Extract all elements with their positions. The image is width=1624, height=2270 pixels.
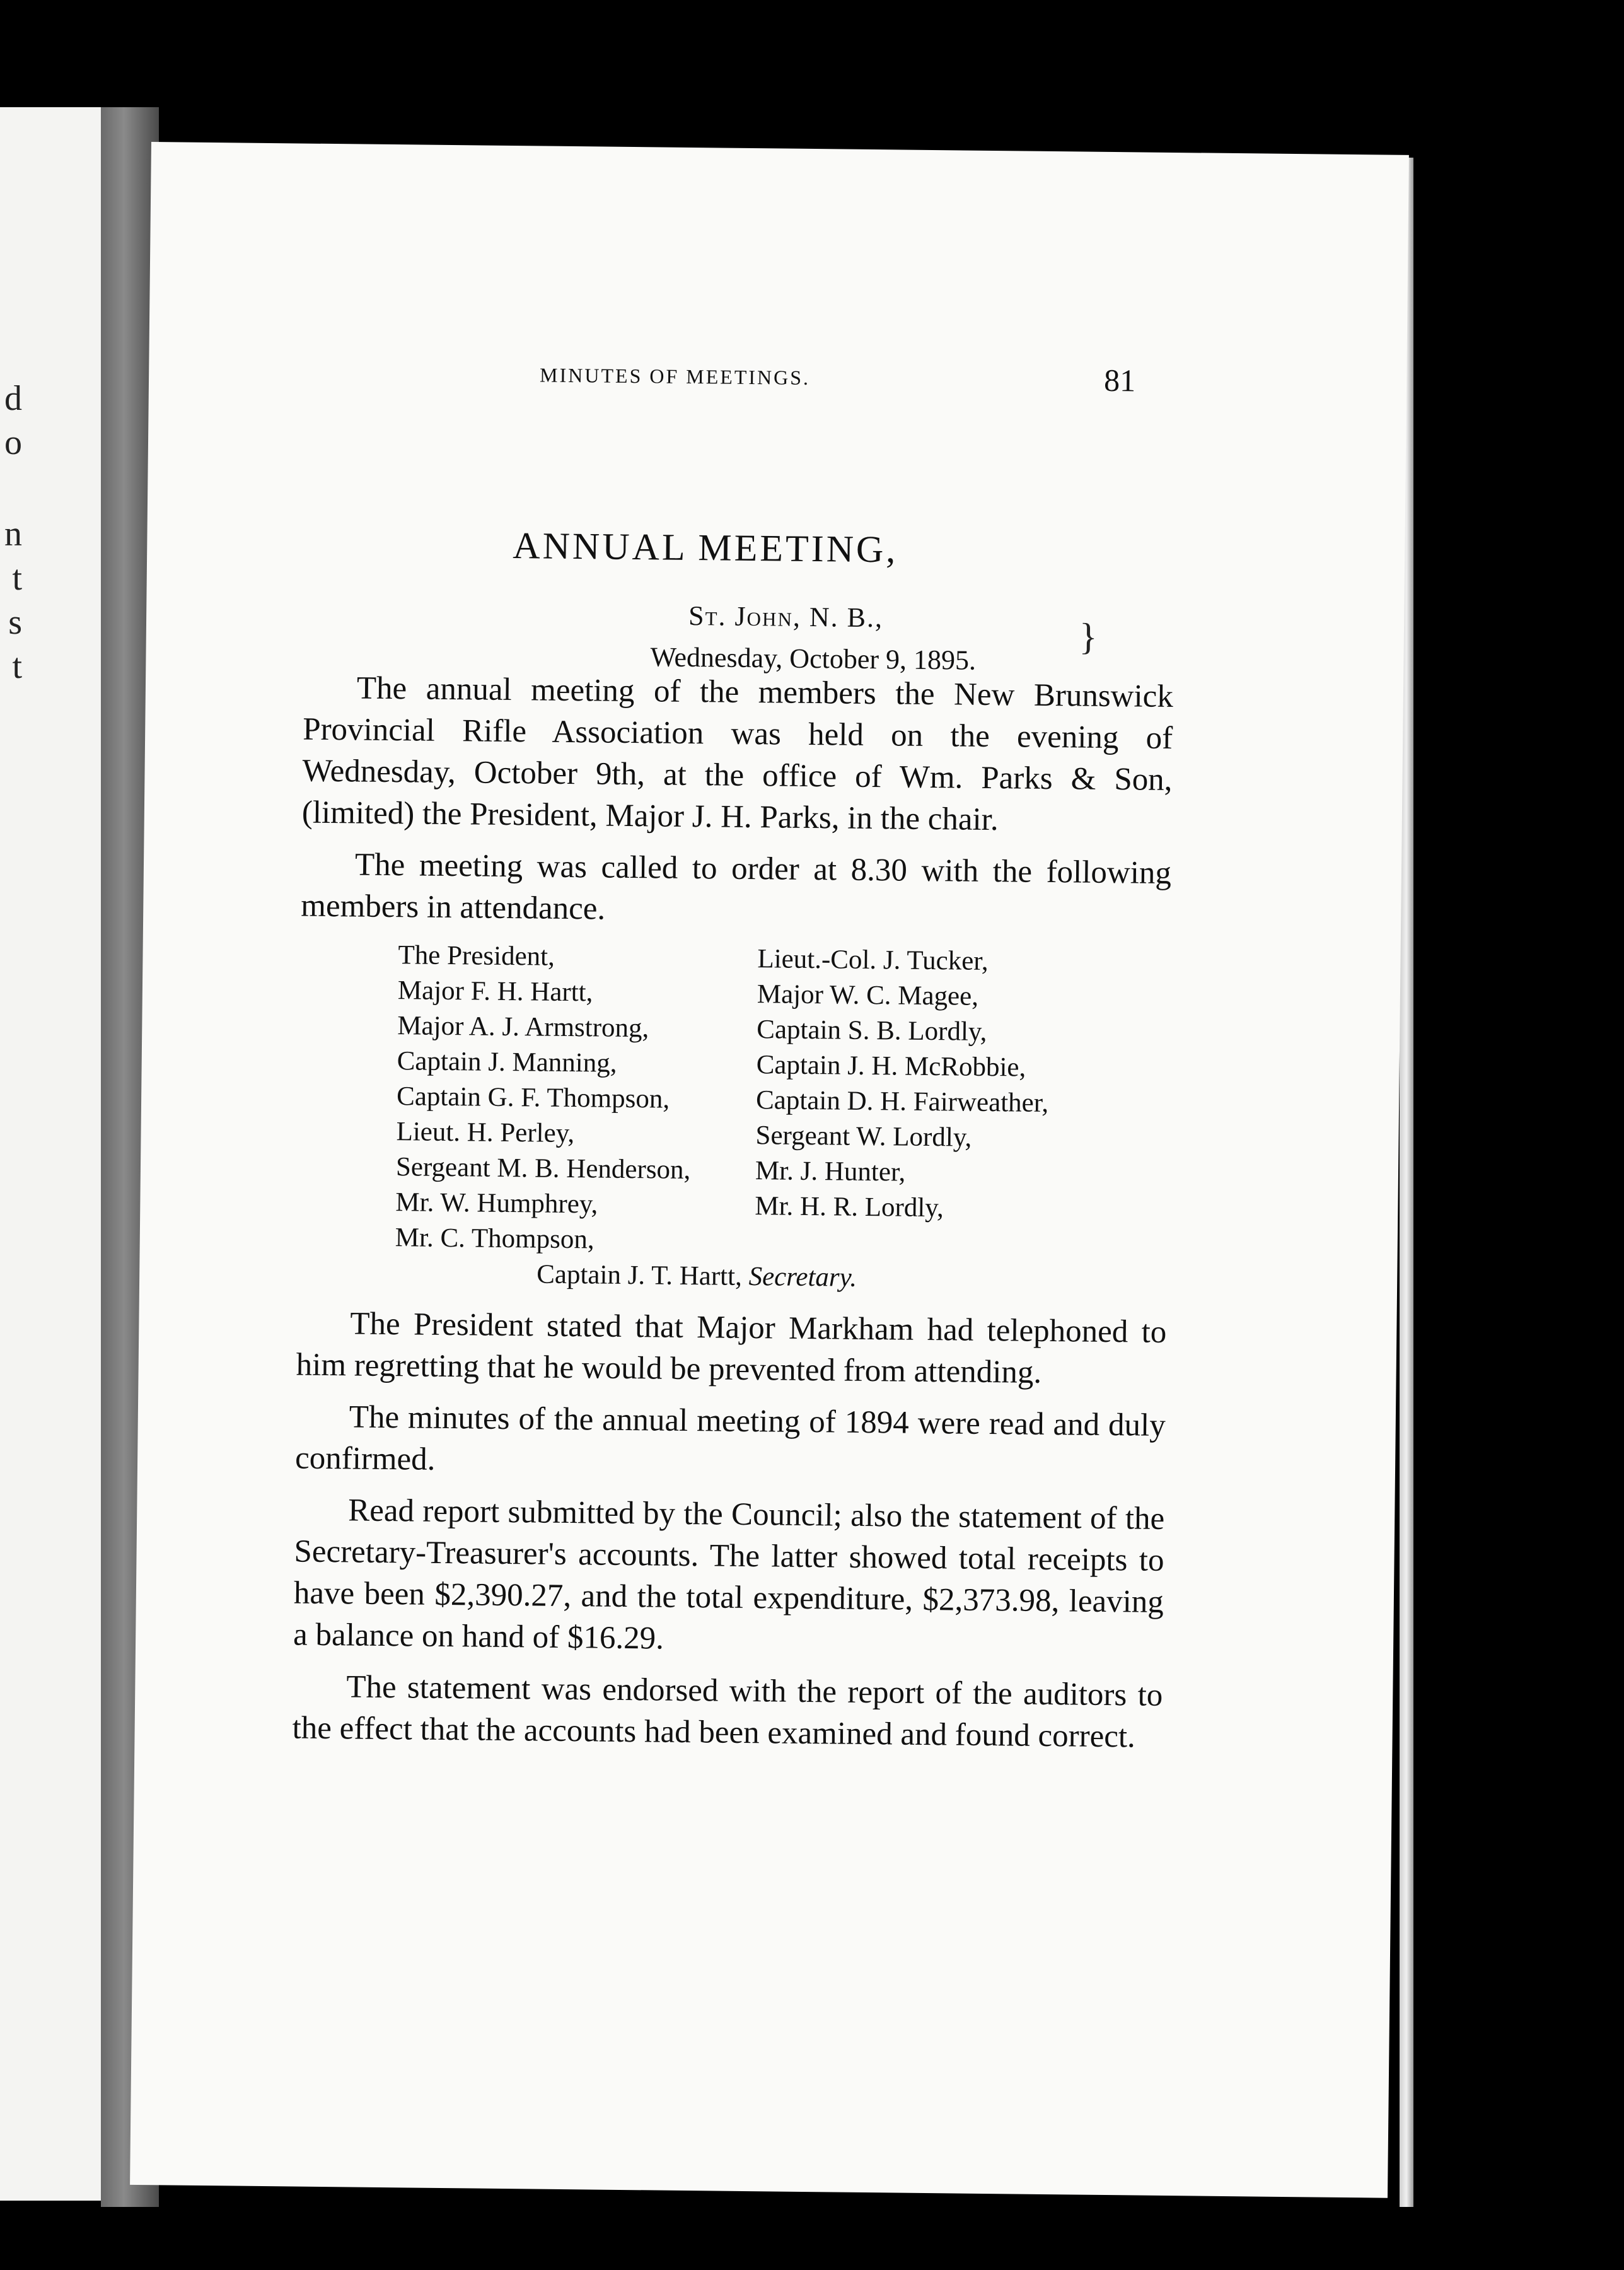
book-page	[130, 142, 1409, 2198]
attendee-left: Mr. W. Humphrey,	[395, 1187, 598, 1219]
attendee-right-empty	[754, 1224, 1133, 1263]
attendee-left: Lieut. H. Perley,	[396, 1117, 575, 1149]
secretary-name: Captain J. T. Hartt,	[536, 1259, 743, 1291]
attendee-left: Major F. H. Hartt,	[397, 975, 593, 1008]
attendee-right: Captain S. B. Lordly,	[757, 1015, 987, 1047]
dateline	[650, 595, 977, 681]
secretary-line	[536, 1257, 1168, 1299]
page-header	[149, 359, 1406, 399]
brace-icon: }	[1079, 615, 1098, 658]
attendee-right: Major W. C. Magee,	[757, 979, 979, 1011]
dateline-place: St. John, N. B.,	[688, 600, 884, 634]
paragraph: The statement was endorsed with the report of the auditors to the effect that the accounts had been examined and found correct.	[292, 1669, 1163, 1755]
adjacent-page-letter: n	[4, 515, 22, 554]
paragraph: The President stated that Major Markham had telephoned to him regretting that he would be prevented from attending.	[296, 1306, 1167, 1390]
secretary-role: Secretary.	[748, 1262, 857, 1293]
attendee-right: Sergeant W. Lordly,	[755, 1120, 972, 1153]
attendee-right: Captain D. H. Fairweather,	[755, 1085, 1049, 1118]
adjacent-page-letter: d	[4, 379, 22, 418]
attendee-right: Lieut.-Col. J. Tucker,	[757, 944, 989, 976]
attendee-right: Mr. J. Hunter,	[755, 1156, 906, 1187]
adjacent-page-letter: o	[4, 423, 22, 462]
dateline-date: Wednesday, October 9, 1895.	[650, 641, 977, 676]
adjacent-page-letter: t	[12, 559, 22, 598]
attendee-left: Major A. J. Armstrong,	[397, 1011, 649, 1044]
adjacent-page-edge	[0, 107, 117, 2201]
attendee-left: Captain J. Manning,	[397, 1046, 617, 1078]
attendee-right: Mr. H. R. Lordly,	[755, 1191, 944, 1223]
attendee-left: Sergeant M. B. Henderson,	[395, 1152, 691, 1185]
paragraph: The minutes of the annual meeting of 1894 were read and duly confirmed.	[294, 1399, 1166, 1477]
page-number: 81	[1103, 362, 1136, 399]
attendee-left: The President,	[398, 940, 555, 972]
paragraph: The meeting was called to order at 8.30 with the following members in attendance.	[301, 847, 1172, 927]
section-title: ANNUAL MEETING,	[512, 525, 898, 571]
running-head: MINUTES OF MEETINGS.	[539, 363, 811, 389]
attendance-list	[395, 938, 1171, 1264]
attendee-left: Mr. C. Thompson,	[395, 1223, 594, 1255]
paragraph: The annual meeting of the members the New Brunswick Provincial Rifle Association was held on the evening of Wednesday, October 9th, at the office of Wm. Parks & Son, (limited) the President, Major J. H. Parks, in the chair.	[301, 670, 1174, 838]
attendee-right: Captain J. H. McRobbie,	[756, 1050, 1026, 1083]
adjacent-page-letter: s	[8, 603, 22, 642]
paragraph: Read report submitted by the Council; also the statement of the Secretary-Treasurer's accounts. The latter showed total receipts to have been $2,390.27, and the total expenditure, $2,373.98, leaving a balance on hand of $16.29.	[293, 1493, 1165, 1656]
adjacent-page-letter: t	[12, 647, 22, 686]
body-text	[292, 667, 1173, 1768]
attendee-left: Captain G. F. Thompson,	[396, 1081, 670, 1114]
